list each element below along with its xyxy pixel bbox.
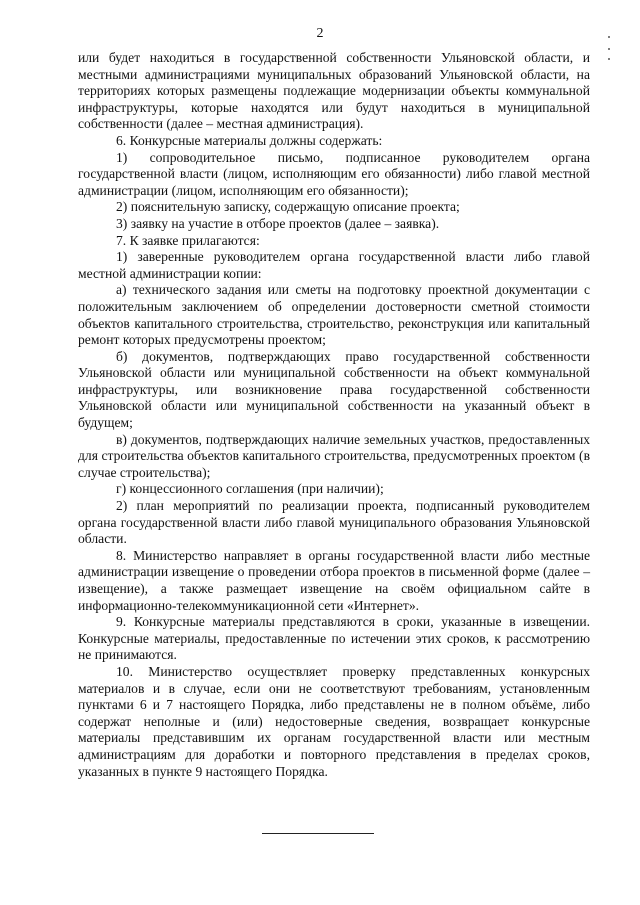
paragraph: 10. Министерство осуществляет проверку представленных конкурсных материалов и в случае, если они не соответствуют требованиям, установленным пунктами 6 и 7 настоящего Порядка, либо представлены не в полном объёме, либо содержат неполные и (или) недостоверные сведения, возвращает конкурсные материалы представившим их органам государственной власти или местным администрациям для доработки и повторного представления в пределах сроков, указанных в пункте 9 настоящего Порядка. [78, 663, 590, 779]
paragraph: 1) заверенные руководителем органа государственной власти либо главой местной администрации копии: [78, 249, 590, 281]
paragraph: 7. К заявке прилагаются: [116, 232, 260, 248]
paragraph: 2) пояснительную записку, содержащую описание проекта; [116, 199, 460, 215]
page-number: 2 [316, 26, 324, 41]
scan-speck [608, 48, 610, 50]
paragraph: 1) сопроводительное письмо, подписанное руководителем органа государственной власти (лицом, исполняющим его обязанности) либо главой местной администрации (лицом, исполняющим его обязанности); [78, 149, 590, 198]
paragraph: 2) план мероприятий по реализации проекта, подписанный руководителем органа государственной власти либо главой муниципального образования Ульяновской области. [78, 498, 590, 547]
end-of-text-rule [262, 833, 374, 834]
paragraph: 3) заявку на участие в отборе проектов (далее – заявка). [116, 215, 440, 231]
document-body [78, 50, 590, 780]
paragraph: б) документов, подтверждающих право государственной собственности Ульяновской области или муниципальной собственности на объект коммунальной инфраструктуры, или возникновение права государственной собственности Ульяновской области или муниципальной собственности на указанный объект в будущем; [78, 348, 590, 431]
scan-speck [608, 36, 610, 38]
paragraph: а) технического задания или сметы на подготовку проектной документации с положительным заключением об определении достоверности сметной стоимости объектов капитального строительства, строительство, реконструкция или капитальный ремонт которых предусмотрены проектом; [78, 282, 590, 348]
scan-speck [608, 58, 610, 60]
paragraph: 9. Конкурсные материалы представляются в сроки, указанные в извещении. Конкурсные материалы, предоставленные по истечении этих сроков, к рассмотрению не принимаются. [78, 614, 590, 663]
paragraph: или будет находиться в государственной собственности Ульяновской области, и местными администрациями муниципальных образований Ульяновской области, на территориях которых размещены подлежащие модернизации объекты коммунальной инфраструктуры, которые находятся или будут находиться в муниципальной собственности (далее – местная администрация). [78, 50, 590, 132]
paragraph: 8. Министерство направляет в органы государственной власти либо местные администрации извещение о проведении отбора проектов в письменной форме (далее – извещение), а также размещает извещение на своём официальном сайте в информационно-телекоммуникационной сети «Интернет». [78, 547, 590, 613]
paragraph: 6. Конкурсные материалы должны содержать: [116, 132, 383, 148]
paragraph: г) концессионного соглашения (при наличии); [116, 481, 384, 497]
paragraph: в) документов, подтверждающих наличие земельных участков, предоставленных для строительства объектов капитального строительства, предусмотренных проектом (в случае строительства); [78, 431, 590, 480]
